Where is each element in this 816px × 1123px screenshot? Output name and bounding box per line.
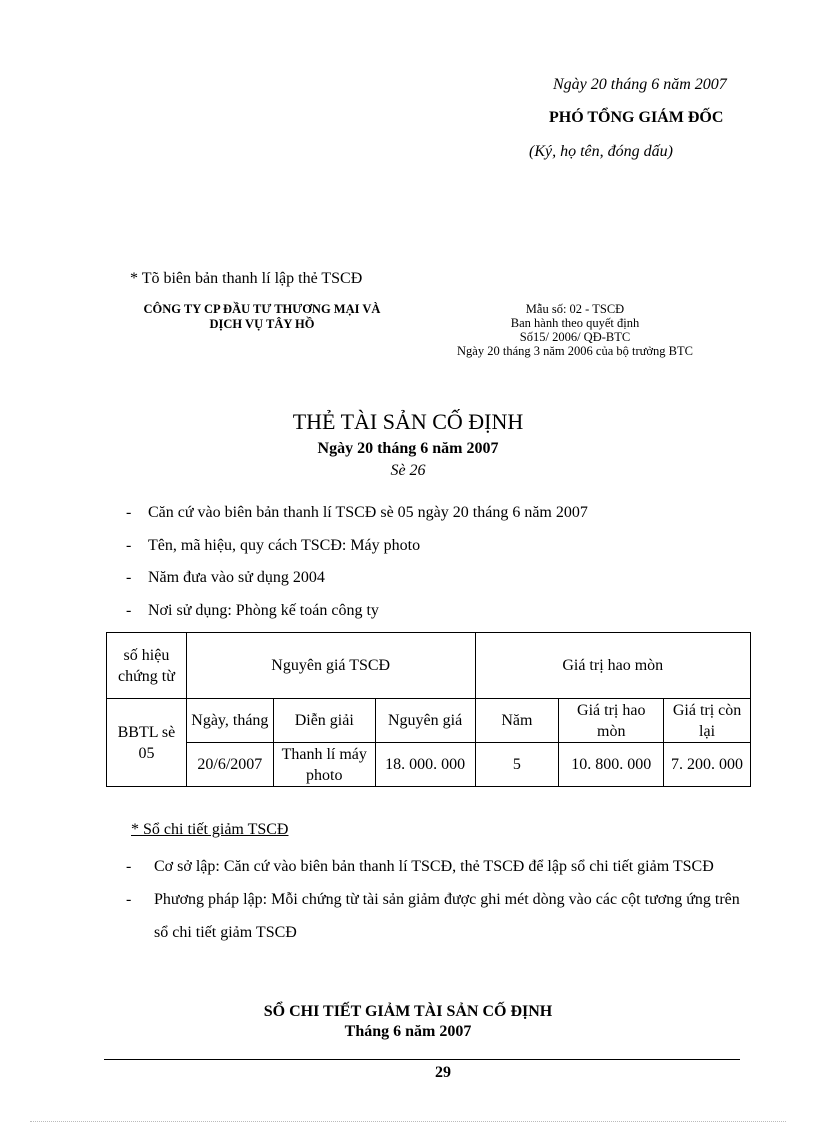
form-decision: Số15/ 2006/ QĐ-BTC: [519, 330, 631, 344]
ledger-title-main: SỔ CHI TIẾT GIẢM TÀI SẢN CỐ ĐỊNH: [263, 1003, 553, 1020]
page-number: 29: [435, 1064, 451, 1081]
cell-original-cost: 18. 000. 000: [375, 743, 475, 787]
form-reference: [420, 302, 730, 358]
cell-depreciation-value: 10. 800. 000: [559, 743, 664, 787]
ledger-basis: Cơ sở lập: Căn cứ vào biên bản thanh lí TSCĐ, thẻ TSCĐ để lập sổ chi tiết giảm TSCĐ: [154, 858, 714, 875]
card-date: Ngày 20 tháng 6 năm 2007: [317, 440, 499, 457]
company-line-1: CÔNG TY CP ĐẦU TƯ THƯƠNG MẠI VÀ: [143, 302, 381, 316]
header-remaining-value: Giá trị còn lại: [664, 699, 751, 743]
header-cost: Nguyên giá TSCĐ: [186, 633, 475, 699]
ledger-title-month: Tháng 6 năm 2007: [344, 1023, 472, 1040]
card-title: THẺ TÀI SẢN CỐ ĐỊNH: [292, 409, 524, 434]
detail-year: Năm đưa vào sử dụng 2004: [148, 569, 325, 586]
cell-description: Thanh lí máy photo: [273, 743, 375, 787]
header-depreciation-value: Giá trị hao mòn: [559, 699, 664, 743]
header-description: Diễn giải: [273, 699, 375, 743]
approval-role: PHÓ TỔNG GIÁM ĐỐC: [549, 109, 724, 126]
header-voucher: số hiệu chứng từ: [107, 633, 187, 699]
asset-table: [106, 632, 751, 787]
table-subheader-row: [107, 699, 751, 743]
detail-name: Tên, mã hiệu, quy cách TSCĐ: Máy photo: [148, 536, 421, 554]
detail-location: Nơi sử dụng: Phòng kế toán công ty: [148, 601, 379, 619]
bullet-dash: -: [126, 891, 132, 908]
header-date: Ngày, tháng: [186, 699, 273, 743]
approval-date: Ngày 20 tháng 6 năm 2007: [553, 76, 727, 93]
header-original-cost: Nguyên giá: [375, 699, 475, 743]
company-line-2: DỊCH VỤ TÂY HỒ: [209, 317, 315, 331]
company-name: [106, 302, 418, 332]
list-item: [126, 504, 746, 537]
form-issued: Ban hành theo quyết định: [510, 316, 640, 330]
list-item: [126, 569, 746, 602]
cell-year: 5: [475, 743, 559, 787]
footer-divider: [104, 1059, 740, 1060]
header-depreciation: Giá trị hao mòn: [475, 633, 751, 699]
bullet-dash: -: [126, 601, 132, 619]
note-asset-card: * Tõ biên bản thanh lí lập thẻ TSCĐ: [130, 270, 363, 287]
table-row: [107, 743, 751, 787]
detail-basis: Căn cứ vào biên bản thanh lí TSCĐ sè 05 ngày 20 tháng 6 năm 2007: [148, 504, 588, 521]
card-number: Sè 26: [390, 462, 426, 479]
bullet-dash: -: [126, 504, 132, 521]
cell-date: 20/6/2007: [186, 743, 273, 787]
form-number: Mẫu số: 02 - TSCĐ: [525, 302, 625, 316]
list-item: [126, 537, 746, 570]
form-date: Ngày 20 tháng 3 năm 2006 của bộ trưởng BTC: [457, 344, 693, 358]
signature-note: (Ký, họ tên, đóng dấu): [529, 143, 673, 160]
cell-remaining-value: 7. 200. 000: [664, 743, 751, 787]
list-item: [126, 850, 751, 883]
cell-voucher: BBTL sè 05: [107, 699, 187, 787]
card-details: [126, 504, 746, 634]
page-bottom-rule: [30, 1121, 786, 1122]
bullet-dash: -: [126, 569, 132, 586]
bullet-dash: -: [126, 536, 132, 554]
bullet-dash: -: [126, 858, 132, 875]
ledger-instructions: [126, 850, 751, 949]
ledger-title: [0, 1002, 816, 1042]
header-year: Năm: [475, 699, 559, 743]
ledger-method: Phương pháp lập: Mỗi chứng từ tài sản giảm được ghi mét dòng vào các cột tương ứng trên sổ chi tiết giảm TSCĐ: [154, 891, 740, 941]
list-item: [126, 883, 751, 949]
list-item: [126, 602, 746, 635]
ledger-section-title: * Sổ chi tiết giảm TSCĐ: [131, 821, 289, 838]
table-header-row: [107, 633, 751, 699]
